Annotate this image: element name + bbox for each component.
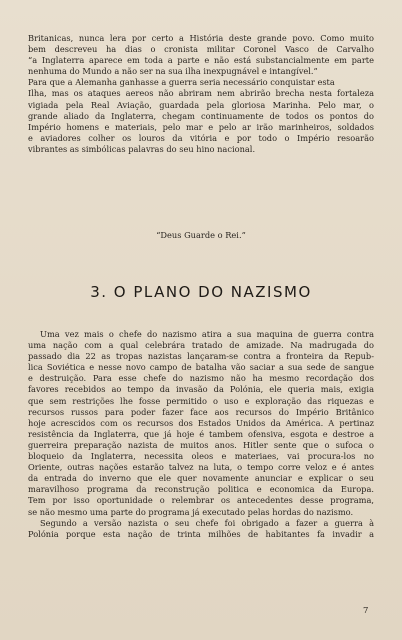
text-line: Britanicas, nunca lera por certo a História deste grande povo. Como muito [28, 33, 374, 43]
text-line: Oriente, outras nações estarão talvez na luta, o tempo corre veloz e é antes [28, 462, 374, 473]
page-number: 7 [363, 606, 369, 616]
closing-quote: “Deus Guarde o Rei.” [156, 230, 246, 240]
text-line: recursos russos para poder fazer face aos recursos do Império Britânico [28, 406, 374, 417]
top-paragraph [28, 33, 374, 155]
text-line: hoje acrescidos com os recursos dos Estados Unidos da América. A pertinaz [28, 417, 374, 428]
text-line: Ilha, mas os ataques aereos não abriram nem abrirão brecha nesta fortaleza [28, 88, 374, 99]
main-paragraph [28, 329, 374, 540]
text-line: se não mesmo uma parte do programa já executado pelas hordas do nazismo. [28, 506, 354, 517]
text-line: maravilhoso programa da reconstrução politica e economica da Europa. [28, 484, 374, 495]
text-line: Polónia porque esta nação de trinta milhões de habitantes fa invadir a [28, 528, 374, 539]
text-line: “a Inglaterra aparece em toda a parte e não está substancialmente em parte [28, 55, 374, 66]
text-line: e aviadores colher os louros da vitória e por todo o Império resoarão [28, 132, 374, 143]
text-line: grande aliado da Inglaterra, chegam continuamente de todos os pontos do [28, 110, 374, 121]
text-line: vibrantes as simbólicas palavras do seu hino nacional. [28, 143, 256, 154]
text-line: da entrada do inverno que ele quer novamente anunciar e explicar o seu [28, 473, 374, 484]
text-line: resistência da Inglaterra, que já hoje é tambem ofensiva, esgota e destroe a [28, 428, 374, 439]
text-line: Uma vez mais o chefe do nazismo atira a sua maquina de guerra contra [40, 329, 374, 339]
text-line: passado dia 22 as tropas nazistas lançaram-se contra a fronteira da Repub- [28, 351, 374, 362]
text-line: guerreira preparação nazista de muitos anos. Hitler sente que o sufoca o [28, 439, 374, 450]
text-line: Tem por isso oportunidade o relembrar os antecedentes desse programa, [28, 495, 374, 506]
text-line: vigiada pela Real Aviação, guardada pela gloriosa Marinha. Pelo mar, o [28, 99, 374, 110]
text-line: bem descreveu ha dias o cronista militar Coronel Vasco de Carvalho [28, 44, 374, 55]
text-line: que sem restrições lhe fosse permitido o uso e exploração das riquezas e [28, 395, 374, 406]
text-line: favores recebidos ao tempo da invasão da Polónia, ele queria mais, exigia [28, 384, 374, 395]
text-line: nenhuma do Mundo a não ser na sua ilha inexpugnável e intangível.” [28, 66, 318, 77]
text-line: e destruição. Para esse chefe do nazismo não ha mesmo recordação dos [28, 373, 374, 384]
text-line: Para que a Alemanha ganhasse a guerra seria necessário conquistar esta [28, 77, 335, 88]
text-line: bloqueio da Inglaterra, necessita oleos e materiaes, vai procura-los no [28, 451, 374, 462]
text-line: uma nação com a qual celebrára tratado de amizade. Na madrugada do [28, 340, 374, 351]
text-line: Império homens e materiais, pelo mar e pelo ar irão marinheiros, soldados [28, 121, 374, 132]
text-line: Segundo a versão nazista o seu chefe foi obrigado a fazer a guerra à [40, 517, 374, 528]
chapter-title: 3. O PLANO DO NAZISMO [90, 283, 312, 301]
text-line: lica Soviética e nesse novo campo de batalha vão saciar a sua sede de sangue [28, 362, 374, 373]
